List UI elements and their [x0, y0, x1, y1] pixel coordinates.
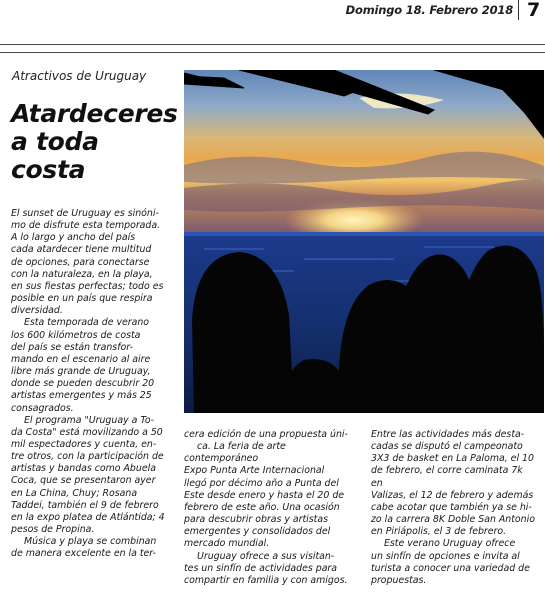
- article-line: donde se pueden descubrir 20: [11, 378, 155, 390]
- article-line: mo de disfrute esta temporada.: [11, 220, 161, 232]
- article-line: Expo Punta Arte Internacional: [184, 465, 325, 477]
- article-line: mando en el escenario al aire: [11, 353, 151, 365]
- article-line: en sus fiestas perfectas; todo es: [11, 280, 164, 292]
- page-number: 7: [527, 0, 541, 21]
- article-line: Valizas, el 12 de febrero y además: [371, 489, 534, 501]
- article-line: libre más grande de Uruguay,: [11, 366, 151, 378]
- header-rule-bottom: [0, 52, 545, 53]
- article-line: febrero de este año. Una ocasión: [184, 501, 340, 513]
- article-line: en Piriápolis, el 3 de febrero.: [371, 526, 507, 538]
- article-line: del país se están transfor-: [11, 341, 133, 353]
- article-line: 3X3 de basket en La Paloma, el 10: [371, 453, 534, 465]
- article-line: cada atardecer tiene multitud: [11, 244, 152, 256]
- article-line: mil espectadores y cuenta, en-: [11, 438, 157, 450]
- article-line: posible en un país que respira: [11, 293, 153, 305]
- article-line: en La China, Chuy; Rosana: [11, 487, 138, 499]
- article-line: tre otros, con la participación de: [11, 451, 164, 463]
- article-line: cabe acotar que también ya se hi-: [371, 501, 532, 513]
- article-line: en la expo platea de Atlántida; 4: [11, 511, 165, 523]
- article-line: para descubrir obras y artistas: [184, 514, 328, 526]
- article-line: Entre las actividades más desta-: [371, 429, 525, 440]
- article-column-1: [11, 208, 177, 561]
- article-line: da Costa" está movilizando a 50: [11, 426, 163, 438]
- article-line: propuestas.: [371, 574, 427, 586]
- article-line: El programa "Uruguay a To-: [24, 414, 155, 426]
- article-line: Coca, que se presentaron ayer: [11, 475, 156, 487]
- article-line: A lo largo y ancho del país: [11, 232, 136, 244]
- article-line: de opciones, para conectarse: [11, 256, 150, 268]
- page-header: [0, 0, 545, 26]
- article-line: un sinfín de opciones e invita al: [371, 550, 520, 562]
- issue-date: Domingo 18. Febrero 2018: [345, 3, 513, 17]
- article-line: Este verano Uruguay ofrece: [384, 538, 516, 550]
- article-line: El sunset de Uruguay es sinóni-: [11, 208, 159, 219]
- header-rule-top: [0, 44, 545, 45]
- section-label: Atractivos de Uruguay: [12, 69, 147, 83]
- article-line: Esta temporada de verano: [24, 317, 150, 329]
- article-line: cera edición de una propuesta úni-: [184, 429, 348, 440]
- article-line: mercado mundial.: [184, 538, 270, 550]
- article-line: pesos de Propina.: [11, 524, 95, 536]
- article-column-2: [184, 429, 362, 587]
- sunset-photo: [184, 70, 544, 413]
- article-column-3: [371, 429, 536, 587]
- article-line: Música y playa se combinan: [24, 536, 157, 548]
- article-line: con la naturaleza, en la playa,: [11, 268, 153, 280]
- article-line: de febrero, el corre caminata 7k en: [371, 465, 523, 489]
- article-line: los 600 kilómetros de costa: [11, 329, 141, 341]
- article-line: tes un sinfín de actividades para: [184, 562, 338, 574]
- article-line: ca. La feria de arte contemporáneo: [184, 441, 286, 465]
- article-line: turista a conocer una variedad de: [371, 562, 530, 574]
- header-divider: [518, 0, 519, 20]
- article-line: de manera excelente en la ter-: [11, 548, 157, 560]
- sunset-photo-image: [184, 70, 544, 413]
- article-line: cadas se disputó el campeonato: [371, 441, 523, 453]
- article-headline: Atardeceres a toda costa: [11, 99, 178, 184]
- article-line: diversidad.: [11, 305, 63, 317]
- article-line: consagrados.: [11, 402, 74, 414]
- article-line: artistas y bandas como Abuela: [11, 463, 156, 475]
- article-line: Uruguay ofrece a sus visitan-: [197, 550, 335, 562]
- article-line: llegó por décimo año a Punta del: [184, 477, 339, 489]
- article-line: Taddei, también el 9 de febrero: [11, 499, 159, 511]
- article-line: Este desde enero y hasta el 20 de: [184, 489, 345, 501]
- article-line: artistas emergentes y más 25: [11, 390, 152, 402]
- article-line: zo la carrera 8K Doble San Antonio: [371, 514, 535, 526]
- article-line: emergentes y consolidados del: [184, 526, 331, 538]
- article-line: compartir en familia y con amigos.: [184, 574, 348, 586]
